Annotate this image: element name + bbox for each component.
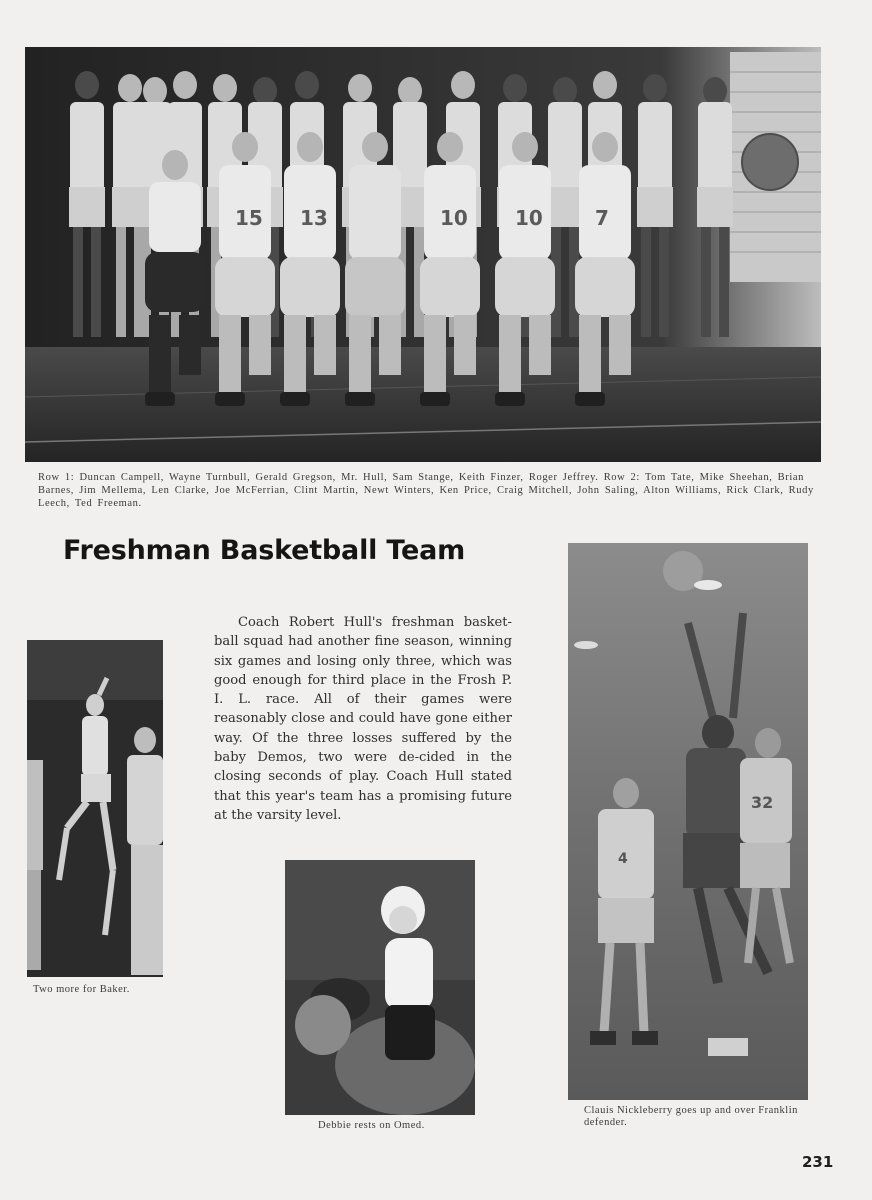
jersey-number: 15	[235, 206, 263, 230]
basketball	[742, 134, 798, 190]
nickleberry-shot-photo	[568, 543, 808, 1100]
baker-shot-photo	[27, 640, 163, 977]
page-heading: Freshman Basketball Team	[63, 535, 466, 566]
page-number: 231	[802, 1153, 834, 1171]
team-photo-caption: Row 1: Duncan Campell, Wayne Turnbull, Gerald Gregson, Mr. Hull, Sam Stange, Keith Finzer, Roger Jeffrey. Row 2: Tom Tate, Mike Sheehan, Brian Barnes, Jim Mellema, Len Clarke, Joe McFerrian, Clint Martin, Newt Winters, Ken Price, Craig Mitchell, John Saling, Alton Williams, Rick Clark, Rudy Leech, Ted Freeman.	[38, 472, 814, 509]
nickleberry-photo-caption: Clauis Nickleberry goes up and over Franklin defender.	[584, 1105, 798, 1128]
jersey-number: 10	[515, 206, 543, 230]
svg-text:32: 32	[751, 793, 774, 812]
debbie-on-mascot-photo	[285, 860, 475, 1115]
svg-text:4: 4	[618, 851, 628, 867]
article-body: Coach Robert Hull's freshman basket-ball squad had another fine season, winning six games and losing only three, which was good enough for third place in the Frosh P. I. L. race. All of their games were reasonably close and could have gone either way. Of the three losses suffered by the baby Demos, two were de-cided in the closing seconds of play. Coach Hull stated that this year's team has a promising future at the varsity level.	[214, 615, 512, 823]
jersey-number: 10	[440, 206, 468, 230]
team-photo	[25, 47, 821, 462]
baker-photo-caption: Two more for Baker.	[33, 984, 130, 995]
jersey-number: 7	[595, 206, 609, 230]
jersey-number: 13	[300, 206, 328, 230]
debbie-photo-caption: Debbie rests on Omed.	[318, 1120, 425, 1131]
